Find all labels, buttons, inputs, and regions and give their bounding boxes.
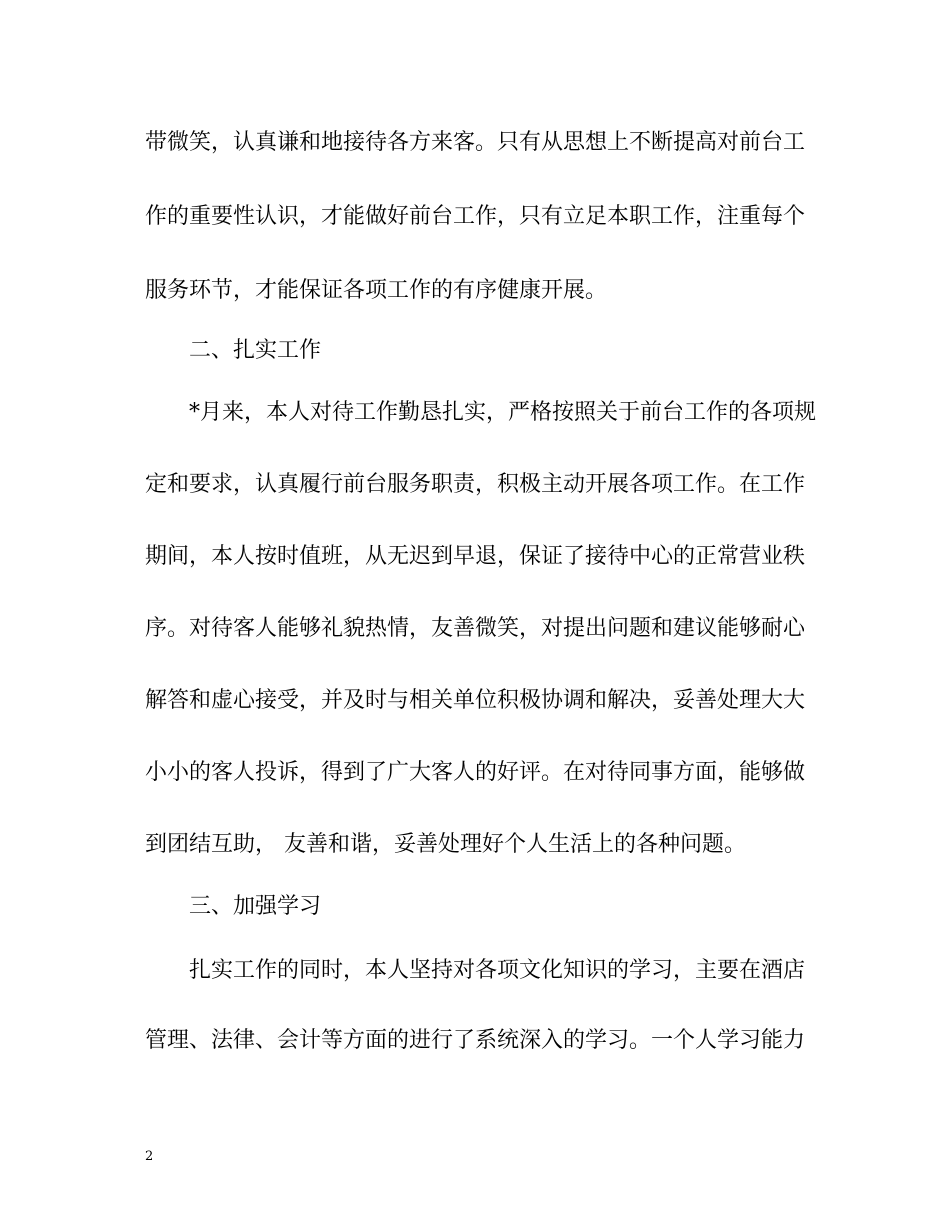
body-line: 扎实工作的同时，本人坚持对各项文化知识的学习，主要在酒店	[189, 958, 806, 983]
body-line: 管理、法律、会计等方面的进行了系统深入的学习。一个人学习能力	[145, 1028, 806, 1053]
body-line: 到团结互助， 友善和谐，妥善处理好个人生活上的各种问题。	[145, 832, 746, 857]
body-line: 定和要求，认真履行前台服务职责，积极主动开展各项工作。在工作	[145, 472, 806, 497]
body-line: 期间，本人按时值班，从无迟到早退，保证了接待中心的正常营业秩	[145, 544, 806, 569]
body-line: 作的重要性认识，才能做好前台工作，只有立足本职工作，注重每个	[145, 204, 806, 229]
section-heading: 二、扎实工作	[189, 338, 322, 363]
body-line: 小小的客人投诉，得到了广大客人的好评。在对待同事方面，能够做	[145, 760, 806, 785]
body-line: 服务环节，才能保证各项工作的有序健康开展。	[145, 278, 608, 303]
body-line: 带微笑，认真谦和地接待各方来客。只有从思想上不断提高对前台工	[145, 130, 806, 155]
section-heading: 三、加强学习	[189, 894, 322, 919]
body-line: *月来，本人对待工作勤恳扎实，严格按照关于前台工作的各项规	[189, 400, 817, 425]
body-line: 解答和虚心接受，并及时与相关单位积极协调和解决，妥善处理大大	[145, 688, 806, 713]
body-line: 序。对待客人能够礼貌热情，友善微笑，对提出问题和建议能够耐心	[145, 616, 806, 641]
page-number: 2	[145, 1149, 154, 1164]
